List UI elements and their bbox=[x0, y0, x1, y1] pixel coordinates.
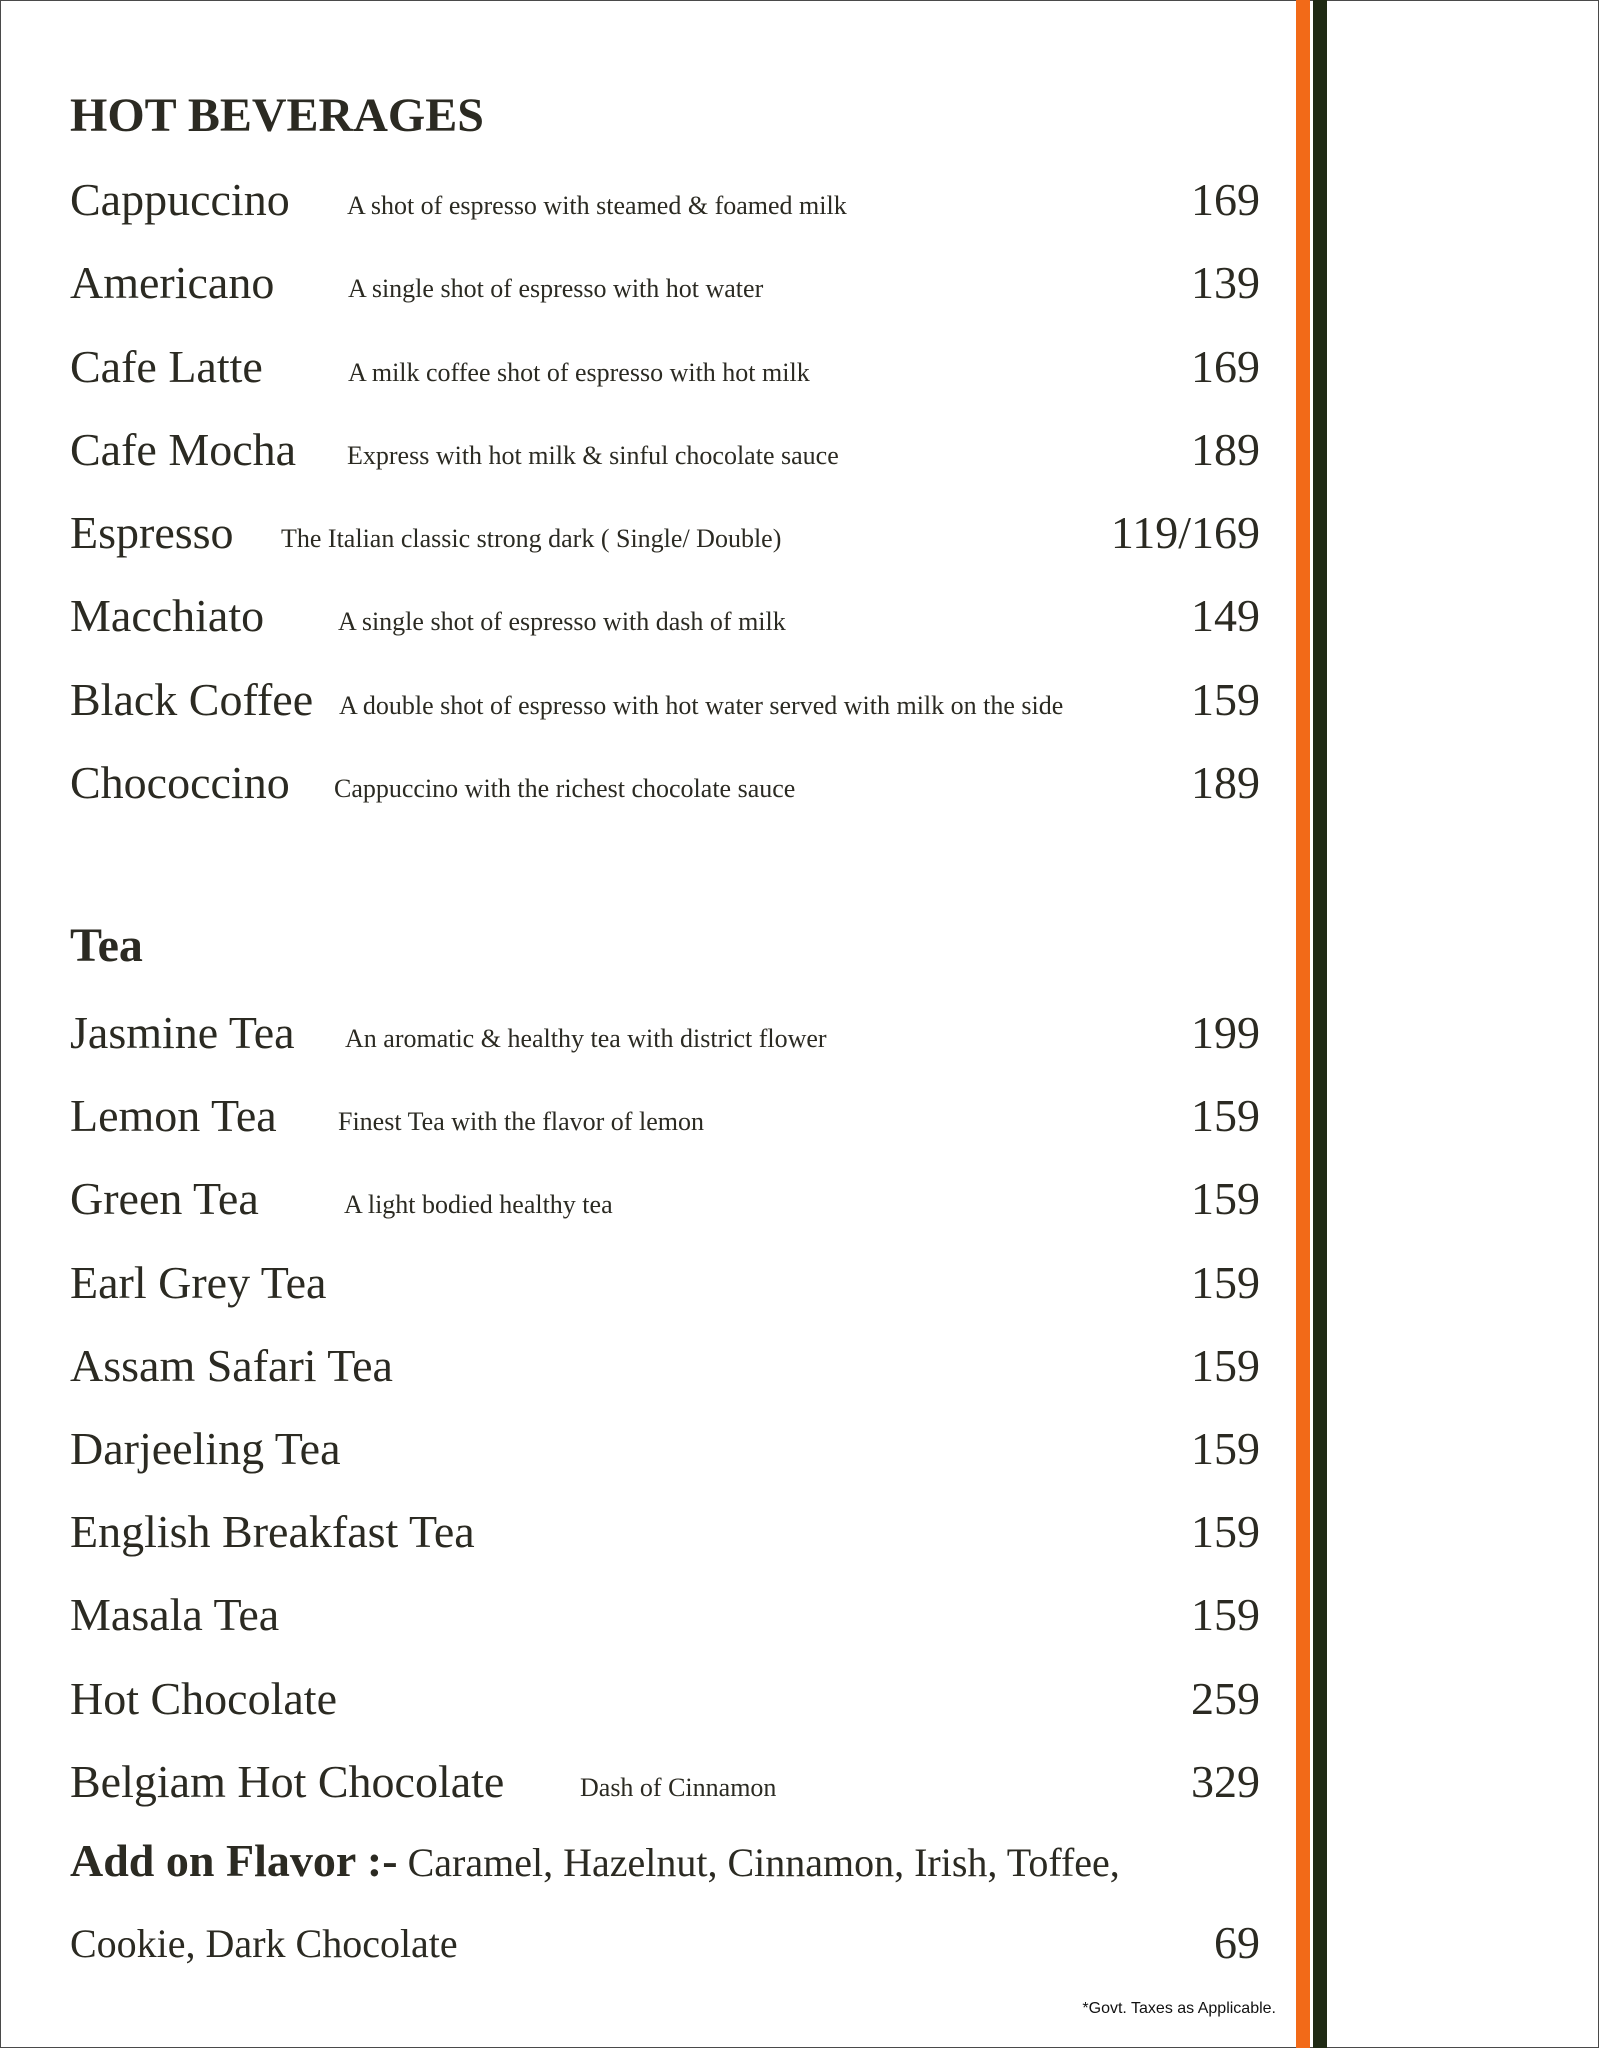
item-price: 159 bbox=[1191, 1340, 1260, 1391]
item-price: 159 bbox=[1191, 1173, 1260, 1224]
menu-item bbox=[70, 1246, 1260, 1306]
menu-item bbox=[70, 163, 1260, 223]
dark-stripe bbox=[1313, 0, 1327, 2048]
item-price: 119/169 bbox=[1110, 507, 1260, 558]
item-name: Assam Safari Tea bbox=[70, 1340, 393, 1391]
menu-item bbox=[70, 1412, 1260, 1472]
item-price: 139 bbox=[1191, 257, 1260, 308]
menu-item bbox=[70, 996, 1260, 1056]
item-price: 199 bbox=[1191, 1007, 1260, 1058]
menu-item bbox=[70, 1079, 1260, 1139]
menu-item bbox=[70, 1162, 1260, 1222]
item-name: Macchiato bbox=[70, 590, 265, 641]
item-price: 159 bbox=[1191, 674, 1260, 725]
addon-line-1 bbox=[70, 1835, 1120, 1886]
item-price: 159 bbox=[1191, 1506, 1260, 1557]
item-name: Americano bbox=[70, 257, 275, 308]
menu-item bbox=[70, 413, 1260, 473]
menu-item bbox=[70, 1745, 1260, 1805]
item-name: Cappuccino bbox=[70, 174, 290, 225]
item-name: Chococcino bbox=[70, 757, 290, 808]
item-name: Green Tea bbox=[70, 1173, 259, 1224]
item-description: A double shot of espresso with hot water served with milk on the side bbox=[339, 691, 1064, 720]
tax-footnote: *Govt. Taxes as Applicable. bbox=[1082, 2000, 1276, 2017]
item-price: 169 bbox=[1191, 174, 1260, 225]
item-price: 189 bbox=[1191, 757, 1260, 808]
item-price: 159 bbox=[1191, 1589, 1260, 1640]
item-name: Cafe Mocha bbox=[70, 424, 297, 475]
item-name: Cafe Latte bbox=[70, 341, 263, 392]
menu-item bbox=[70, 746, 1260, 806]
item-name: Earl Grey Tea bbox=[70, 1257, 327, 1308]
item-description: A single shot of espresso with hot water bbox=[348, 274, 764, 303]
menu-item bbox=[70, 1578, 1260, 1638]
menu-item bbox=[70, 330, 1260, 390]
addon-price: 69 bbox=[1214, 1917, 1260, 1968]
menu-item bbox=[70, 1329, 1260, 1389]
item-price: 149 bbox=[1191, 590, 1260, 641]
menu-item bbox=[70, 663, 1260, 723]
item-description: Finest Tea with the flavor of lemon bbox=[338, 1107, 704, 1136]
item-name: Espresso bbox=[70, 507, 234, 558]
addon-line-2: Cookie, Dark Chocolate bbox=[70, 1921, 458, 1966]
item-name: Masala Tea bbox=[70, 1589, 280, 1640]
item-name: Jasmine Tea bbox=[70, 1007, 295, 1058]
item-name: Lemon Tea bbox=[70, 1090, 277, 1141]
menu-item bbox=[70, 1662, 1260, 1722]
item-name: Hot Chocolate bbox=[70, 1673, 337, 1724]
item-price: 259 bbox=[1191, 1673, 1260, 1724]
item-name: Black Coffee bbox=[70, 674, 314, 725]
item-description: Dash of Cinnamon bbox=[580, 1773, 777, 1802]
item-price: 159 bbox=[1191, 1090, 1260, 1141]
item-description: An aromatic & healthy tea with district flower bbox=[345, 1024, 827, 1053]
item-description: A shot of espresso with steamed & foamed milk bbox=[347, 191, 847, 220]
addon-flavors: Caramel, Hazelnut, Cinnamon, Irish, Toffee, bbox=[397, 1840, 1120, 1885]
item-description: A milk coffee shot of espresso with hot milk bbox=[348, 358, 810, 387]
orange-stripe bbox=[1296, 0, 1310, 2048]
item-description: The Italian classic strong dark ( Single/ Double) bbox=[281, 524, 782, 553]
item-price: 169 bbox=[1191, 341, 1260, 392]
tea-title: Tea bbox=[70, 919, 143, 972]
menu-item bbox=[70, 246, 1260, 306]
hot-beverages-title: HOT BEVERAGES bbox=[70, 89, 484, 142]
item-price: 189 bbox=[1191, 424, 1260, 475]
item-name: English Breakfast Tea bbox=[70, 1506, 475, 1557]
item-description: Express with hot milk & sinful chocolate sauce bbox=[347, 441, 839, 470]
item-description: A single shot of espresso with dash of milk bbox=[338, 607, 786, 636]
item-name: Belgiam Hot Chocolate bbox=[70, 1756, 505, 1807]
menu-item bbox=[70, 496, 1260, 556]
item-description: Cappuccino with the richest chocolate sauce bbox=[334, 774, 796, 803]
item-price: 159 bbox=[1191, 1257, 1260, 1308]
menu-item bbox=[70, 579, 1260, 639]
menu-item bbox=[70, 1495, 1260, 1555]
item-name: Darjeeling Tea bbox=[70, 1423, 341, 1474]
item-price: 329 bbox=[1191, 1756, 1260, 1807]
item-price: 159 bbox=[1191, 1423, 1260, 1474]
addon-label: Add on Flavor :- bbox=[70, 1835, 398, 1886]
item-description: A light bodied healthy tea bbox=[344, 1190, 613, 1219]
